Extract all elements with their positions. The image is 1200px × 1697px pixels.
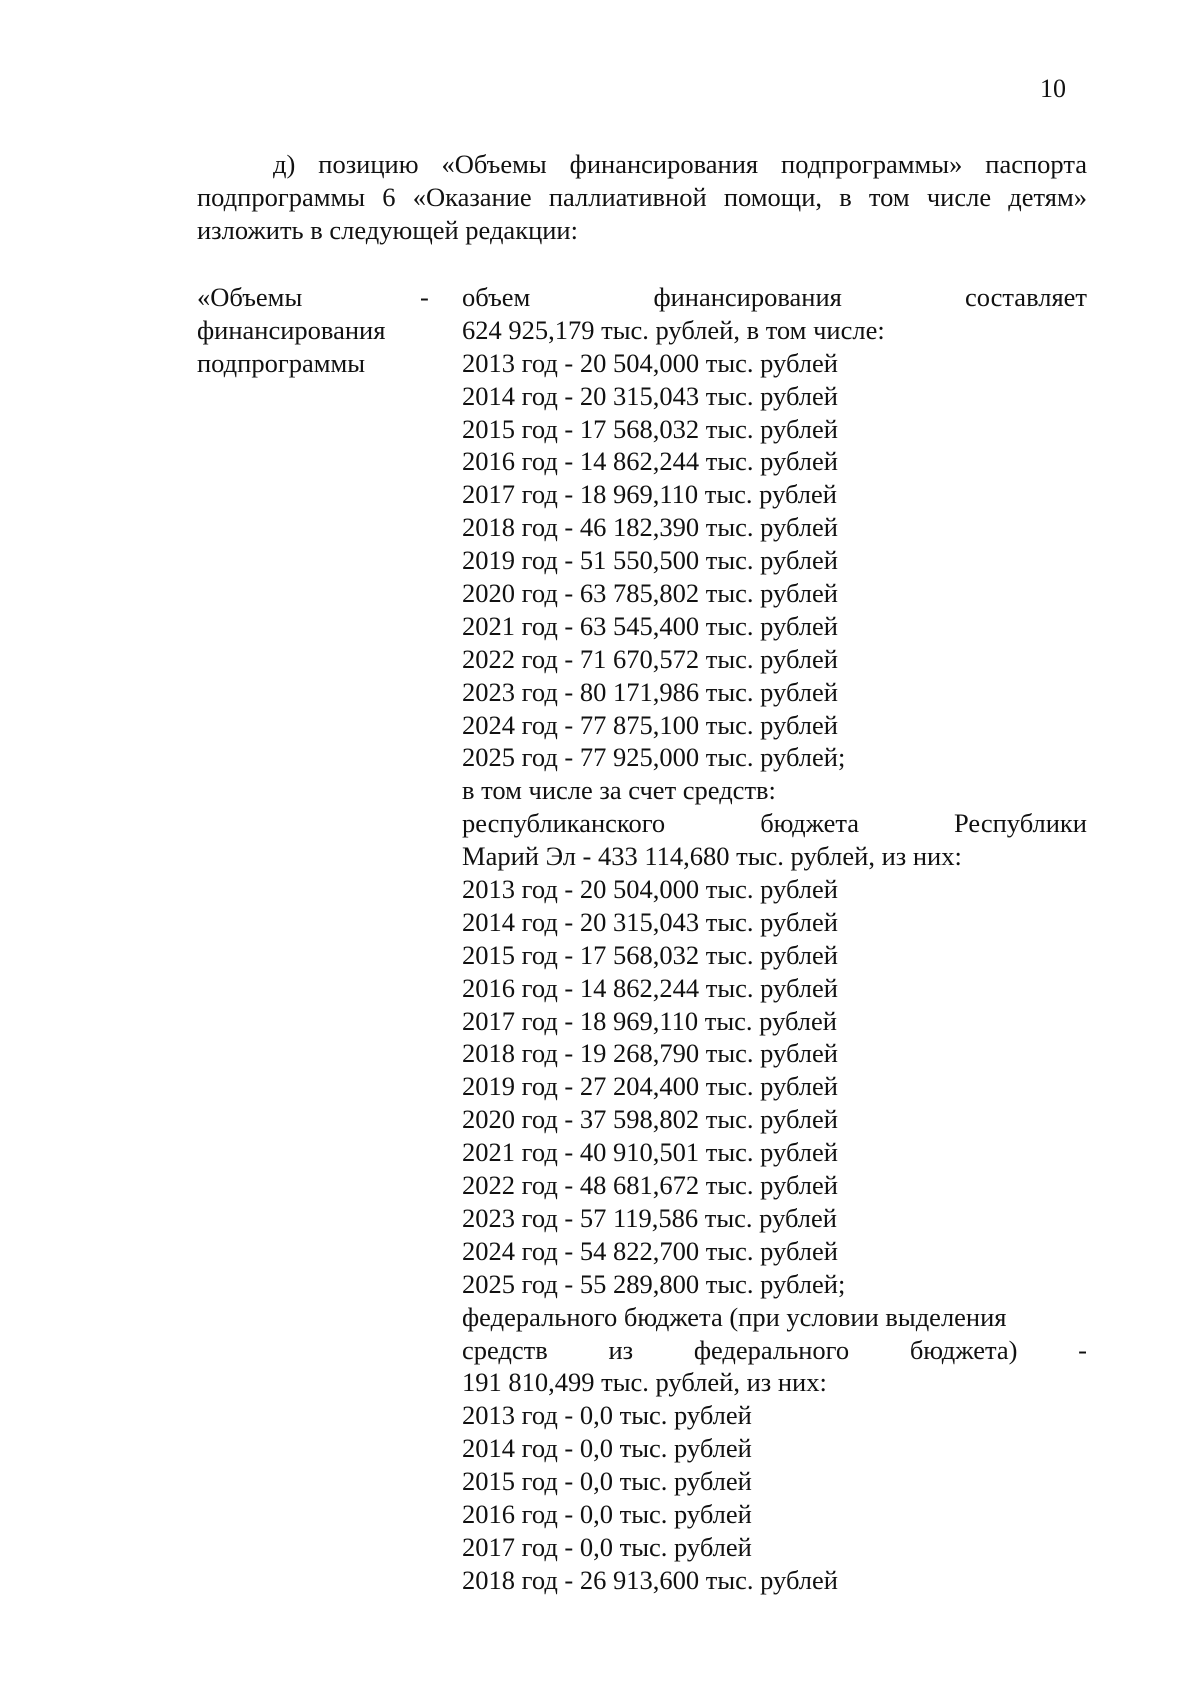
federal-word-5: - [1078,1334,1087,1365]
total-year-row: 2016 год - 14 862,244 тыс. рублей [462,446,838,477]
including-line: в том числе за счет средств: [462,775,776,806]
republic-year-row: 2015 год - 17 568,032 тыс. рублей [462,939,838,970]
total-year-row: 2015 год - 17 568,032 тыс. рублей [462,413,838,444]
republic-word-1: республиканского [462,808,666,839]
republic-line-2: Марий Эл - 433 114,680 тыс. рублей, из них: [462,841,962,872]
federal-year-row: 2013 год - 0,0 тыс. рублей [462,1400,752,1431]
federal-line-2 [462,1334,1087,1367]
republic-year-row: 2018 год - 19 268,790 тыс. рублей [462,1038,838,1069]
federal-year-row: 2016 год - 0,0 тыс. рублей [462,1498,752,1529]
total-year-row: 2014 год - 20 315,043 тыс. рублей [462,380,838,411]
federal-year-row: 2015 год - 0,0 тыс. рублей [462,1466,752,1497]
total-line-1 [462,281,1087,314]
total-word-1: объем [462,282,531,312]
intro-paragraph: д) позицию «Объемы финансирования подпрограммы» паспорта подпрограммы 6 «Оказание паллиативной помощи, в том числе детям» изложить в следующей редакции: [197,149,1087,245]
republic-year-row: 2019 год - 27 204,400 тыс. рублей [462,1071,838,1102]
page-number: 10 [1040,74,1066,103]
republic-year-row: 2017 год - 18 969,110 тыс. рублей [462,1005,837,1036]
federal-year-row: 2017 год - 0,0 тыс. рублей [462,1531,752,1562]
republic-year-row: 2016 год - 14 862,244 тыс. рублей [462,972,838,1003]
total-year-row: 2021 год - 63 545,400 тыс. рублей [462,610,838,641]
total-year-row: 2019 год - 51 550,500 тыс. рублей [462,545,838,576]
republic-year-row: 2021 год - 40 910,501 тыс. рублей [462,1137,838,1168]
republic-word-2: бюджета [760,808,860,839]
republic-year-row: 2023 год - 57 119,586 тыс. рублей [462,1202,837,1233]
total-year-row: 2022 год - 71 670,572 тыс. рублей [462,643,838,674]
republic-word-3: Республики [954,808,1087,839]
total-year-row: 2024 год - 77 875,100 тыс. рублей [462,709,838,740]
federal-word-4: бюджета) [909,1334,1018,1365]
label-line-1: «Объемы [197,282,303,312]
total-line-2: 624 925,179 тыс. рублей, в том числе: [462,314,885,345]
republic-year-row: 2022 год - 48 681,672 тыс. рублей [462,1170,838,1201]
label-dash: - [420,282,429,312]
label-line-2: финансирования [197,315,386,345]
position-label [197,281,407,380]
federal-line-3: 191 810,499 тыс. рублей, из них: [462,1367,827,1398]
federal-word-3: федерального [693,1334,850,1365]
federal-word-1: средств [462,1334,548,1365]
total-word-2: финансирования [653,282,842,312]
republic-year-row: 2013 год - 20 504,000 тыс. рублей [462,874,838,905]
label-line-3: подпрограммы [197,348,366,378]
total-year-row: 2025 год - 77 925,000 тыс. рублей; [462,742,846,773]
republic-year-row: 2025 год - 55 289,800 тыс. рублей; [462,1268,846,1299]
total-year-row: 2013 год - 20 504,000 тыс. рублей [462,347,838,378]
total-year-row: 2020 год - 63 785,802 тыс. рублей [462,578,838,609]
republic-year-row: 2024 год - 54 822,700 тыс. рублей [462,1235,838,1266]
republic-year-row: 2020 год - 37 598,802 тыс. рублей [462,1104,838,1135]
federal-word-2: из [608,1334,634,1365]
total-year-row: 2017 год - 18 969,110 тыс. рублей [462,479,837,510]
republic-year-row: 2014 год - 20 315,043 тыс. рублей [462,906,838,937]
republic-line-1 [462,807,1087,840]
financing-content [462,281,1087,1597]
total-word-3: составляет [964,282,1087,312]
federal-year-row: 2014 год - 0,0 тыс. рублей [462,1433,752,1464]
total-year-row: 2023 год - 80 171,986 тыс. рублей [462,676,838,707]
federal-line-1: федерального бюджета (при условии выделения [462,1301,1007,1332]
federal-year-row: 2018 год - 26 913,600 тыс. рублей [462,1564,838,1595]
total-year-row: 2018 год - 46 182,390 тыс. рублей [462,512,838,543]
